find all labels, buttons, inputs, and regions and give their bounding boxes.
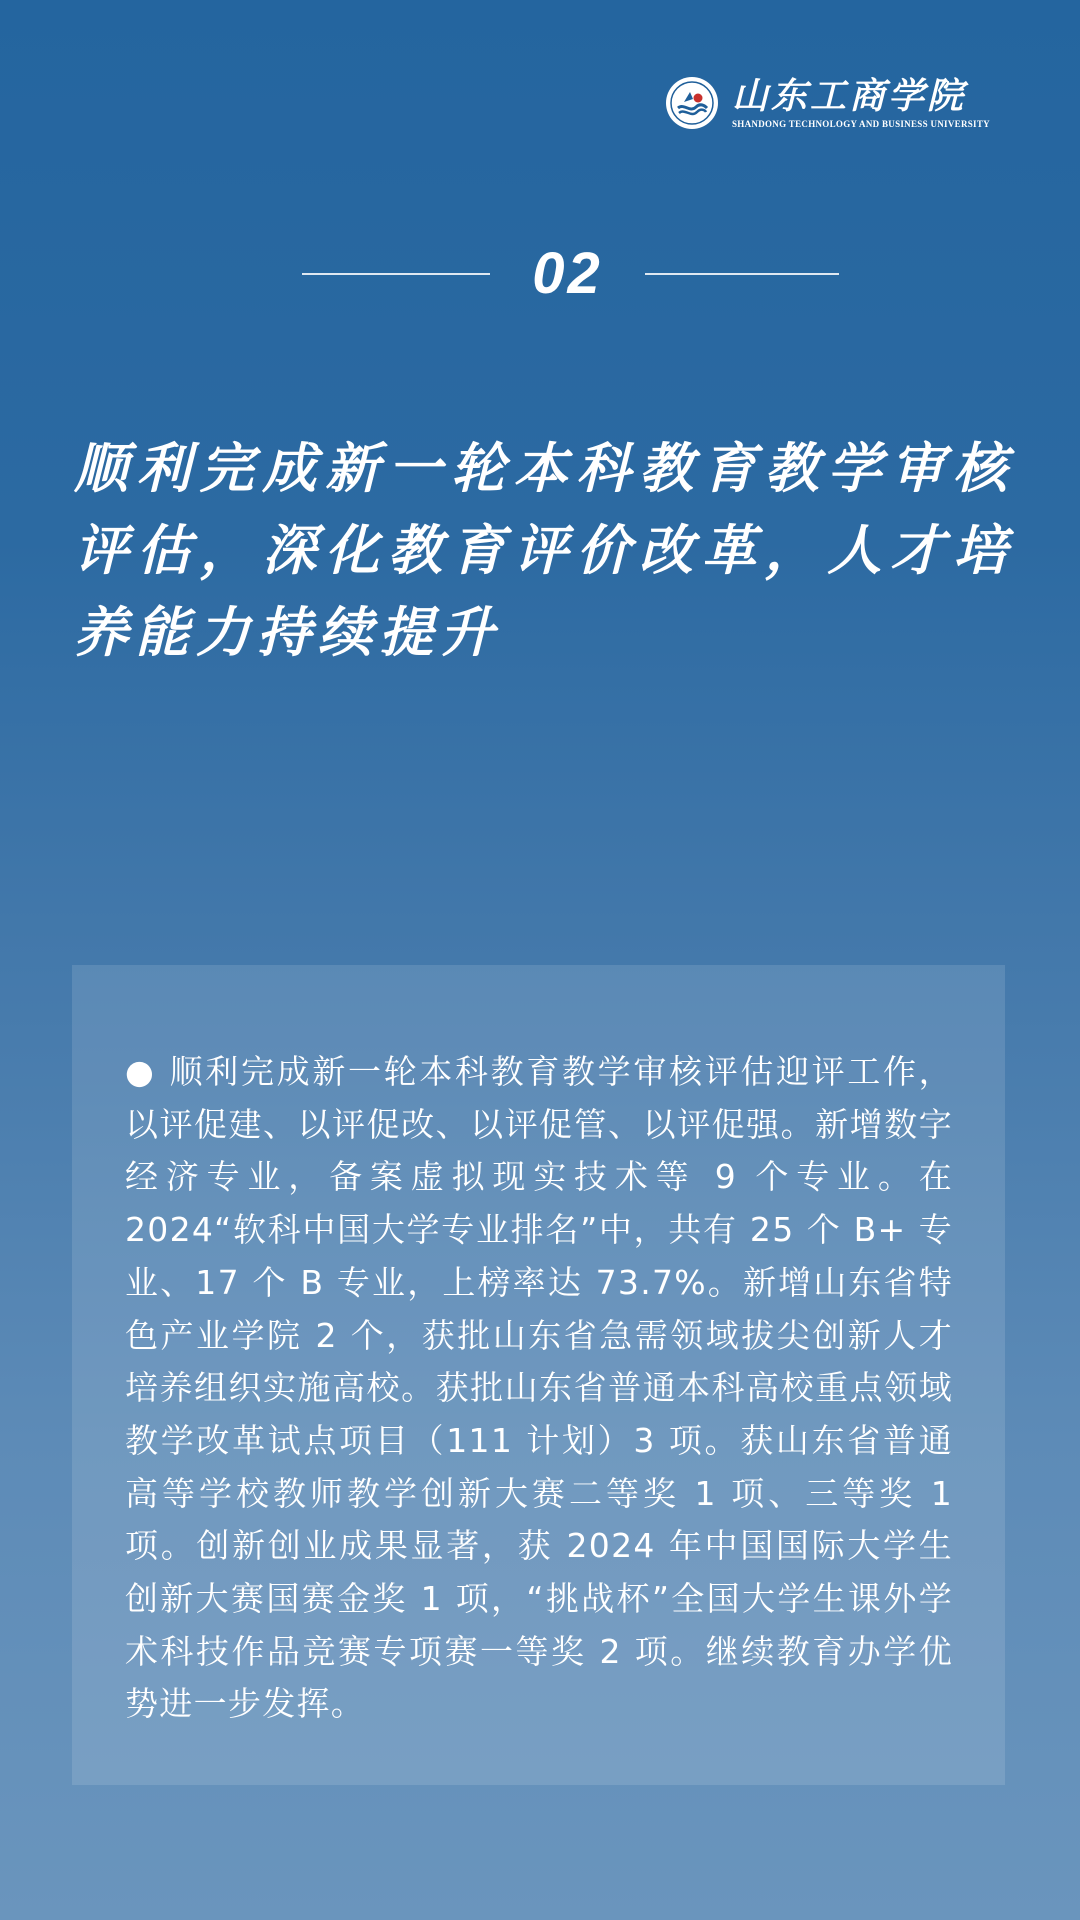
content-body-text: 顺利完成新一轮本科教育教学审核评估迎评工作，以评促建、以评促改、以评促管、以评促强。新增数字经济专业，备案虚拟现实技术等 9 个专业。在 2024“软科中国大学专业排名”中，共有 25 个 B+ 专业、17 个 B 专业，上榜率达 73.7%。新增山东省特色产业学院 2 个，获批山东省急需领域拔尖创新人才培养组织实施高校。获批山东省普通本科高校重点领域教学改革试点项目（111 计划）3 项。获山东省普通高等学校教师教学创新大赛二等奖 1 项、三等奖 1 项。创新创业成果显著，获 2024 年中国国际大学生创新大赛国赛金奖 1 项，“挑战杯”全国大学生课外学术科技作品竞赛专项赛一等奖 2 项。继续教育办学优势进一步发挥。 [125,1052,953,1724]
logo-text-group [732,76,990,130]
content-paragraph [125,1046,953,1731]
bullet-icon: ● [125,1052,157,1091]
logo-name-english: SHANDONG TECHNOLOGY AND BUSINESS UNIVERSITY [732,119,990,129]
header-divider-left [302,273,490,275]
header-divider-right [645,273,839,275]
page-title: 顺利完成新一轮本科教育教学审核评估，深化教育评价改革，人才培养能力持续提升 [74,437,1014,664]
university-emblem-icon [664,75,720,131]
university-logo [664,72,1014,134]
section-header [0,240,1080,320]
section-number: 02 [532,241,603,306]
logo-name-chinese: 山东工商学院 [732,75,967,117]
